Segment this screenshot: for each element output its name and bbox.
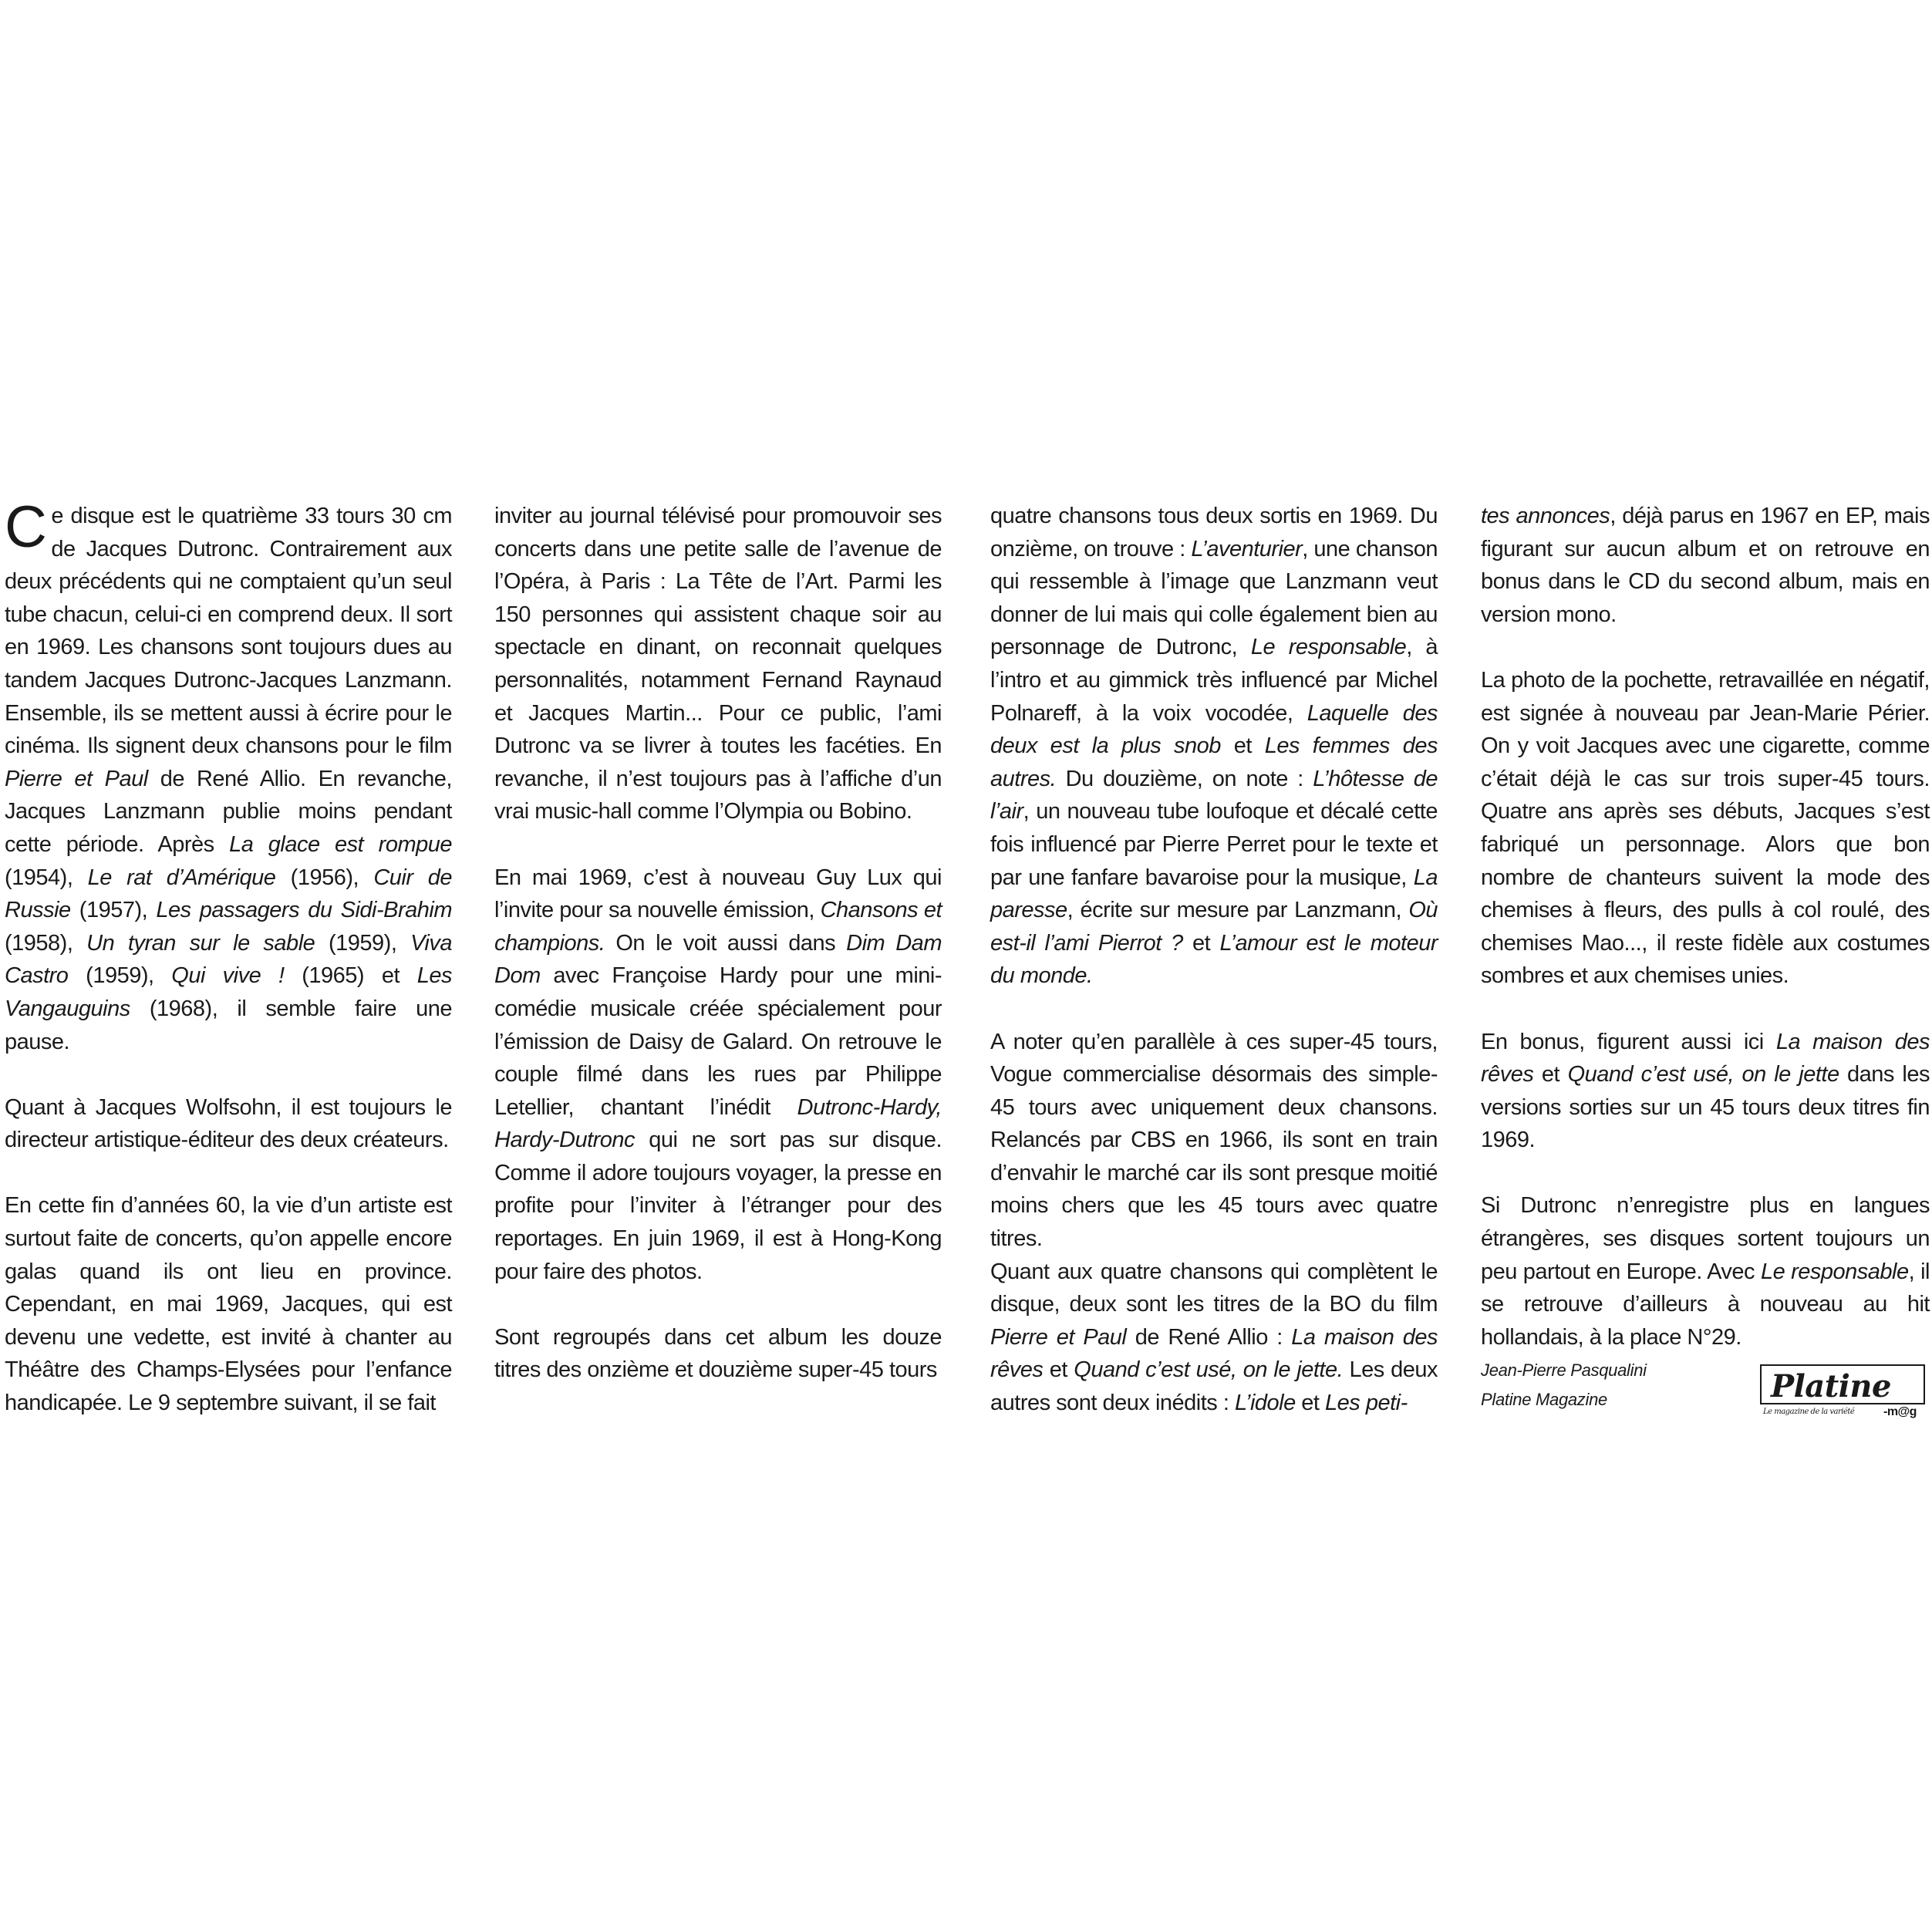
show-title: Dim Dam Dom bbox=[494, 930, 942, 989]
film-title: Pierre et Paul bbox=[990, 1324, 1127, 1350]
drop-cap: C bbox=[5, 494, 47, 560]
platine-logo bbox=[1760, 1364, 1925, 1420]
song-title: Dutronc-Hardy, Hardy-Dutronc bbox=[494, 1094, 942, 1153]
book-title: Cuir de Russie bbox=[5, 865, 452, 923]
author-name: Jean-Pierre Pasqualini bbox=[1481, 1360, 1647, 1381]
signature-block bbox=[1481, 1358, 1930, 1419]
book-title: Les passagers du Sidi-Brahim bbox=[156, 898, 453, 923]
paragraph: Quant aux quatre chansons qui complètent le disque, deux sont les titres de la BO du film Pierre et Paul de René Allio : La maison des rêves et Quand c’est usé, on le jette. Les deux autres sont deux inédits : L’idole et Les peti- bbox=[990, 1259, 1438, 1416]
book-title: La glace est rompue bbox=[229, 831, 452, 857]
paragraph: A noter qu’en parallèle à ces super-45 tours, Vogue commercialise désormais des simple-45 tours avec uniquement deux chansons. Relancés par CBS en 1966, ils sont en train d’envahir le marché car ils sont presque moitié moins chers que les 45 tours avec quatre titres. bbox=[990, 1029, 1438, 1252]
paragraph: inviter au journal télévisé pour promouvoir ses concerts dans une petite salle de l’avenue de l’Opéra, à Paris : La Tête de l’Art. Parmi les 150 personnes qui assistent chaque soir au spectacle en dinant, on reconnait quelques personnalités, notamment Fernand Raynaud et Jacques Martin... Pour ce public, l’ami Dutronc va se livrer à toutes les facéties. En revanche, il n’est toujours pas à l’affiche d’un vrai music-hall comme l’Olympia ou Bobino. bbox=[494, 504, 942, 824]
column-4 bbox=[1481, 500, 1930, 1419]
logo-tagline: Le magazine de la variété bbox=[1763, 1408, 1855, 1417]
paragraph: En cette fin d’années 60, la vie d’un artiste est surtout faite de concerts, qu’on appelle encore galas quand ils ont lieu en province. Cependant, en mai 1969, Jacques, qui est devenu une vedette, est invité à chanter au Théâtre des Champs-Elysées pour l’enfance handicapée. Le 9 septembre suivant, il se fait bbox=[5, 1193, 452, 1416]
song-title: Le responsable bbox=[1250, 635, 1407, 660]
logo-wordmark: Platine bbox=[1771, 1368, 1891, 1405]
publication-name: Platine Magazine bbox=[1481, 1390, 1607, 1410]
song-title: Les femmes des autres. bbox=[990, 733, 1438, 791]
song-title: tes annonces bbox=[1481, 504, 1610, 528]
song-title: La maison des rêves bbox=[990, 1324, 1438, 1383]
song-title: Quand c’est usé, on le jette. bbox=[1074, 1357, 1344, 1383]
paragraph: Sont regroupés dans cet album les douze titres des onzième et douzième super-45 tours bbox=[494, 1324, 942, 1383]
paragraph: Si Dutronc n’enregistre plus en langues étrangères, ses disques sortent toujours un peu partout en Europe. Avec Le responsable, il se retrouve d’ailleurs à nouveau au hit hollandais, à la place N°29. bbox=[1481, 1193, 1930, 1350]
column-3 bbox=[990, 500, 1438, 1420]
song-title: L’hôtesse de l’air bbox=[990, 766, 1438, 824]
song-title: L’amour est le moteur du monde. bbox=[990, 930, 1438, 989]
paragraph: La photo de la pochette, retravaillée en négatif, est signée à nouveau par Jean-Marie Périer. On y voit Jacques avec une cigarette, comme c’était déjà le cas sur trois super-45 tours. Quatre ans après ses débuts, Jacques s’est fabriqué un personnage. Alors que bon nombre de chanteurs suivent la mode des chemises à fleurs, des pulls à col roulé, des chemises Mao..., il reste fidèle aux costumes sombres et aux chemises unies. bbox=[1481, 667, 1930, 989]
paragraph: En bonus, figurent aussi ici La maison des rêves et Quand c’est usé, on le jette dans les versions sorties sur un 45 tours deux titres fin 1969. bbox=[1481, 1029, 1930, 1153]
column-1 bbox=[5, 494, 453, 1420]
song-title: L’idole bbox=[1234, 1391, 1296, 1416]
show-title: Chansons et champions. bbox=[494, 898, 942, 956]
film-title: Pierre et Paul bbox=[5, 766, 148, 791]
song-title: Laquelle des deux est la plus snob bbox=[990, 700, 1438, 759]
paragraph: quatre chansons tous deux sortis en 1969. Du onzième, on trouve : L’aventurier, une chanson qui ressemble à l’image que Lanzmann veut donner de lui mais qui colle également bien au personnage de Dutronc, Le responsable, à l’intro et au gimmick très influencé par Michel Polnareff, à la voix vocodée, Laquelle des deux est la plus snob et Les femmes des autres. Du douzième, on note : L’hôtesse de l’air, un nouveau tube loufoque et décalé cette fois influencé par Pierre Perret pour le texte et par une fanfare bavaroise pour la musique, La paresse, écrite sur mesure par Lanzmann, Où est-il l’ami Pierrot ? et L’amour est le moteur du monde. bbox=[990, 504, 1438, 989]
book-title: Qui vive ! bbox=[171, 963, 285, 989]
column-2 bbox=[494, 500, 942, 1387]
song-title: Le responsable bbox=[1760, 1259, 1909, 1284]
logo-suffix: -m@g bbox=[1883, 1405, 1917, 1419]
book-title: Les Vangauguins bbox=[5, 963, 453, 1021]
song-title: Les peti- bbox=[1325, 1391, 1408, 1416]
book-title: Le rat d’Amérique bbox=[87, 865, 276, 890]
book-title: Viva Castro bbox=[5, 930, 452, 989]
song-title: La maison des rêves bbox=[1481, 1029, 1930, 1087]
paragraph: tes annonces, déjà parus en 1967 en EP, mais figurant sur aucun album et on retrouve en bonus dans le CD du second album, mais en version mono. bbox=[1481, 504, 1930, 627]
song-title: Où est-il l’ami Pierrot ? bbox=[990, 898, 1438, 956]
paragraph: Quant à Jacques Wolfsohn, il est toujours le directeur artistique-éditeur des deux créateurs. bbox=[5, 1094, 452, 1153]
song-title: Quand c’est usé, on le jette bbox=[1567, 1062, 1839, 1087]
paragraph: Ce disque est le quatrième 33 tours 30 cm de Jacques Dutronc. Contrairement aux deux précédents qui ne comptaient qu’un seul tube chacun, celui-ci en comprend deux. Il sort en 1969. Les chansons sont toujours dues au tandem Jacques Dutronc-Jacques Lanzmann. Ensemble, ils se mettent aussi à écrire pour le cinéma. Ils signent deux chansons pour le film Pierre et Paul de René Allio. En revanche, Jacques Lanzmann publie moins pendant cette période. Après La glace est rompue (1954), Le rat d’Amérique (1956), Cuir de Russie (1957), Les passagers du Sidi-Brahim (1958), Un tyran sur le sable (1959), Viva Castro (1959), Qui vive ! (1965) et Les Vangauguins (1968), il semble faire une pause. bbox=[5, 494, 453, 1054]
song-title: La paresse bbox=[990, 865, 1438, 923]
paragraph: En mai 1969, c’est à nouveau Guy Lux qui l’invite pour sa nouvelle émission, Chansons et champions. On le voit aussi dans Dim Dam Dom avec Françoise Hardy pour une mini-comédie musicale créée spécialement pour l’émission de Daisy de Galard. On retrouve le couple filmé dans les rues par Philippe Letellier, chantant l’inédit Dutronc-Hardy, Hardy-Dutronc qui ne sort pas sur disque. Comme il adore toujours voyager, la presse en profite pour l’inviter à l’étranger pour des reportages. En juin 1969, il est à Hong-Kong pour faire des photos. bbox=[494, 865, 942, 1284]
book-title: Un tyran sur le sable bbox=[86, 930, 315, 956]
song-title: L’aventurier bbox=[1191, 536, 1303, 561]
